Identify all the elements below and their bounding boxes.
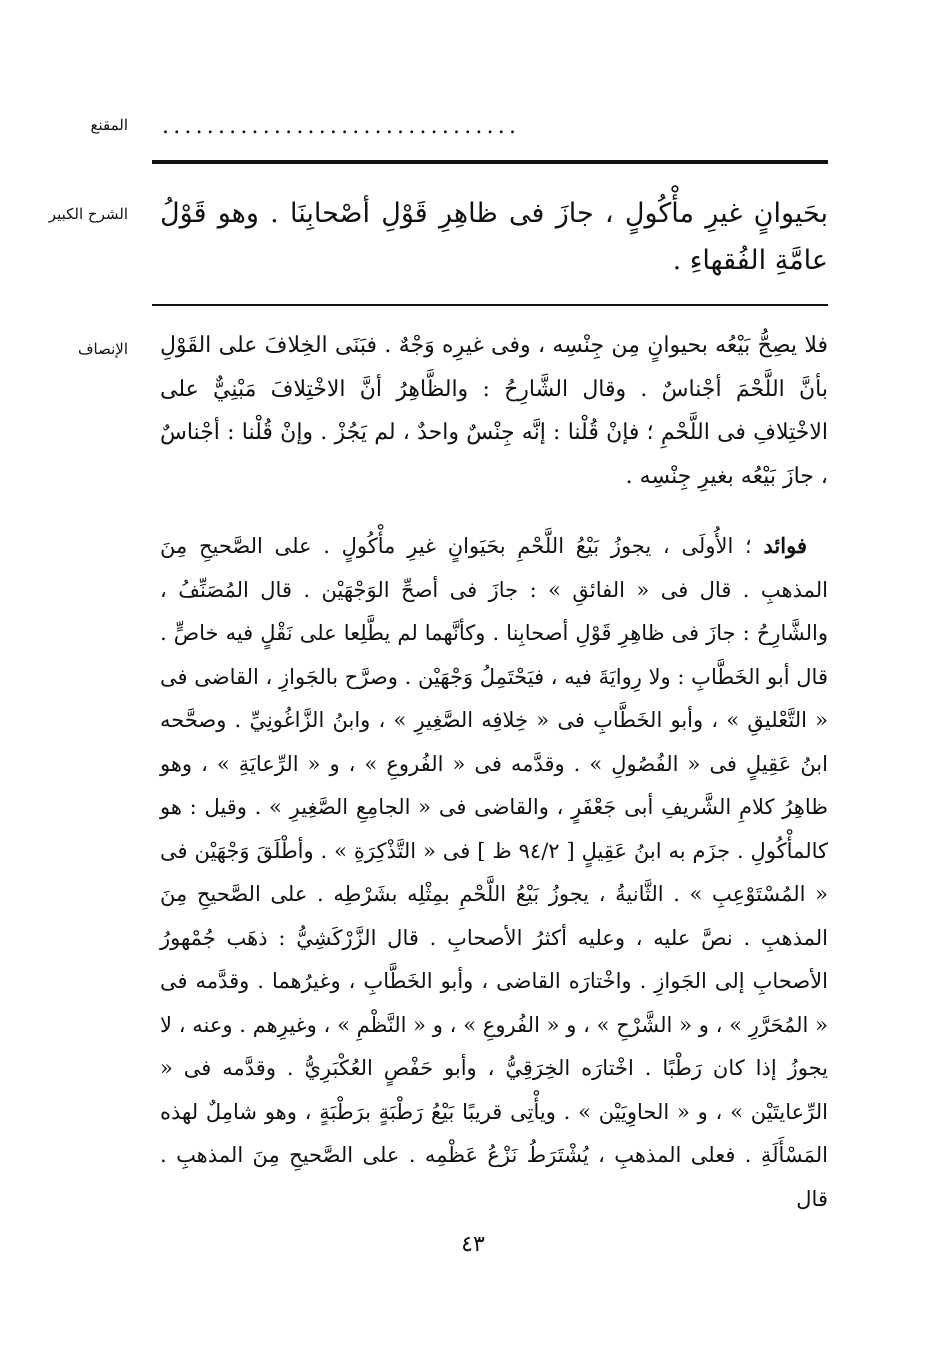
- insaf-section-label: الإنصاف: [77, 340, 128, 358]
- page-number: ٤٣: [461, 1232, 485, 1257]
- insaf-text-block-2: [160, 524, 828, 1221]
- fawaid-body: ؛ الأُولَى ، يجوزُ بَيْعُ اللَّحْمِ بحَيَوانٍ غيرِ مأْكُولٍ . على الصَّحيحِ مِنَ المذهبِ . قال فى « الفائقِ » : جازَ فى أصحِّ الوَجْهَيْن . قال المُصَنِّفُ ، والشَّارِحُ : جازَ فى ظاهِرِ قَوْلِ أصحابِنا . وكأنَّهما لم يطَّلِعا على نَقْلٍ فيه خاصٍّ . قال أبو الخَطَّابِ : ولا رِوايَةَ فيه ، فيَحْتَمِلُ وَجْهَيْن . وصرَّح بالجَوازِ ، القاضى فى « التَّعْليقِ » ، وأبو الخَطَّابِ فى « خِلافِه الصَّغِيرِ » ، وابنُ الزَّاغُونِيِّ . وصحَّحه ابنُ عَقِيلٍ فى « الفُصُولِ » . وقدَّمه فى « الفُروعِ » ، و « الرِّعايَةِ » ، وهو ظاهِرُ كلامِ الشَّريفِ أبى جَعْفَرٍ ، والقاضى فى « الجامِعِ الصَّغِيرِ » . وقيل : هو كالمأْكُولِ . جزَم به ابنُ عَقِيلٍ [ ٩٤/٢ ظ ] فى « التَّذْكِرَةِ » . وأطْلَقَ وَجْهَيْن فى « المُسْتَوْعِبِ » . الثَّانيةُ ، يجوزُ بَيْعُ اللَّحْمِ بمِثْلِه بشَرْطِه . على الصَّحيحِ مِنَ المذهبِ . نصَّ عليه ، وعليه أكثرُ الأصحابِ . قال الزَّرْكَشِيُّ : ذهَب جُمْهورُ الأصحابِ إلى الجَوازِ . واخْتارَه القاضى ، وأبو الخَطَّابِ ، وغيرُهما . وقدَّمه فى « المُحَرَّرِ » ، و « الشَّرْحِ » ، و « الفُروعِ » ، و « النَّظْمِ » ، وغيرِهم . وعنه ، لا يجوزُ إذا كان رَطْبًا . اخْتارَه الخِرَقِيُّ ، وأبو حَفْصٍ العُكْبَرِيُّ . وقدَّمه فى « الرِّعايتَيْن » ، و « الحاوِيَيْن » . ويأْتِى قريبًا بَيْعُ رَطْبَةٍ برَطْبَةٍ ، وهو شامِلٌ لهذه المَسْأَلَةِ . فعلى المذهبِ ، يُشْتَرَطُ نَزْعُ عَظْمِه . على الصَّحيحِ مِنَ المذهبِ . قال: [160, 534, 828, 1211]
- sharh-section-label: الشرح الكبير: [48, 205, 128, 223]
- header-rule: [152, 160, 828, 164]
- placeholder-dots: ................................: [162, 114, 521, 139]
- sharh-paragraph: بحَيوانٍ غيرِ مأْكُولٍ ، جازَ فى ظاهِرِ قَوْلِ أصْحابِنَا . وهو قَوْلُ عامَّةِ الفُقهاءِ .: [160, 198, 828, 276]
- sharh-divider: [152, 304, 828, 306]
- muqni-section-label: المقنع: [90, 116, 128, 134]
- insaf-text-block-1: [160, 324, 828, 498]
- sharh-text-block: [160, 190, 828, 284]
- insaf-paragraph-2: [160, 524, 828, 1221]
- fawaid-heading: فوائد: [763, 533, 807, 558]
- insaf-paragraph-1: فلا يصِحُّ بَيْعُه بحيوانٍ مِن جِنْسِه ، وفى غيرِه وَجْهٌ . فبَنَى الخِلافَ على القَوْلِ بأنَّ اللَّحْمَ أجْناسٌ . وقال الشَّارِحُ : والظَّاهِرُ أنَّ الاخْتِلافَ مَبْنِيٌّ على الاخْتِلافِ فى اللَّحْمِ ؛ فإنْ قُلْنا : إنَّه جِنْسٌ واحدٌ ، لم يَجُزْ . وإنْ قُلْنا : أجْناسٌ ، جازَ بَيْعُه بغيرِ جِنْسِه .: [160, 333, 828, 489]
